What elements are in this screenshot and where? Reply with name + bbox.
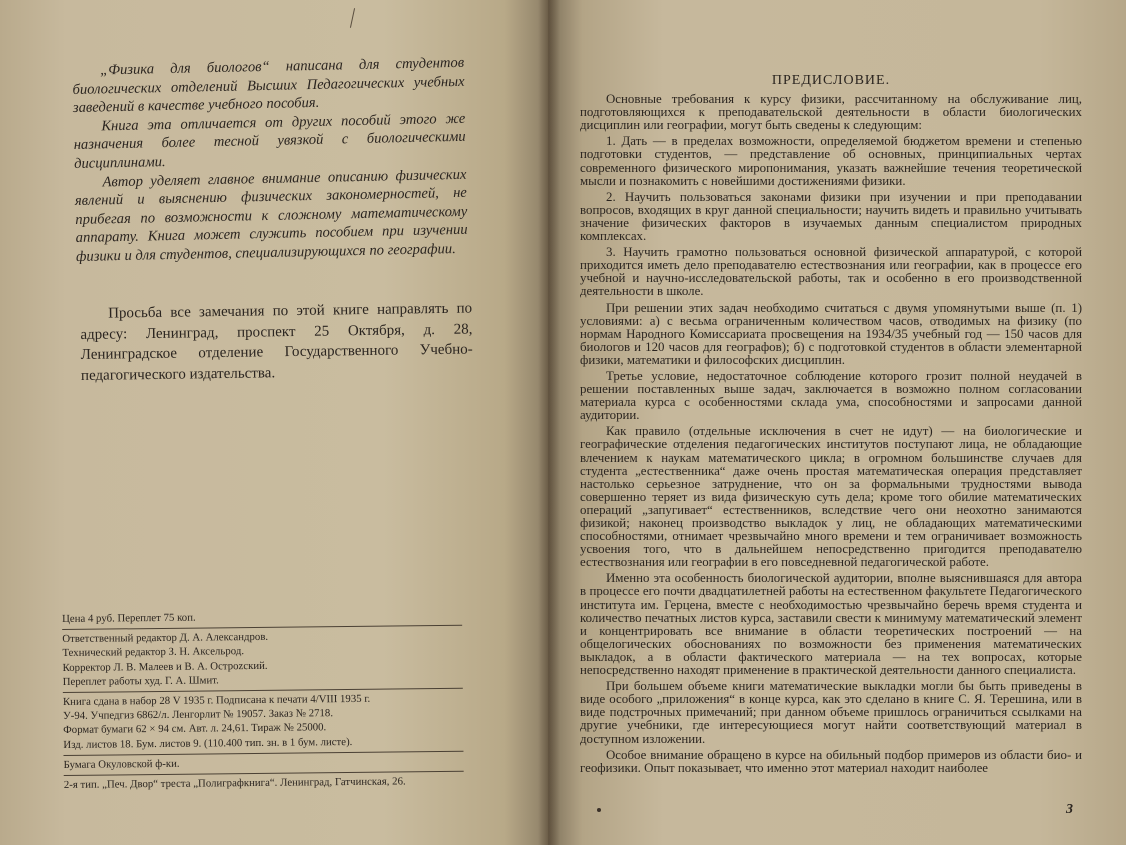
preface-paragraph: Именно эта особенность биологической аудитории, вполне выяснившаяся для автора в процессе его почти двадцатилетней работы на естественном факультете Педагогического института им. Герцена, вместе с необходимостью чрезвычайно беречь время студента и количество печатных листов курса, заставили свести к минимуму математический элемент и концентрировать все внимание в области теоретических построений — на общелогических обоснованиях по возможности без применения математических выкладок, а в области фактического материала — на тех вопросах, которые непосредственно находят применение в практической деятельности данного специалиста.	[580, 571, 1082, 678]
feedback-request	[80, 299, 473, 386]
preface-paragraph: Особое внимание обращено в курсе на обильный подбор примеров из области био- и геофизики. Опыт показывает, что именно этот материал находит наиболее	[580, 747, 1082, 775]
editor-line: Ответственный редактор Д. А. Александров.	[62, 631, 269, 646]
preface-paragraph: Третье условие, недостаточное соблюдение которого грозит полной неудачей в решении поставленных выше задач, заключается в возможно полном согласовании материала курса с особенностями склада ума, способностями и запросами данной аудитории.	[580, 368, 1082, 423]
editor-line: Переплет работы худ. Г. А. Шмит.	[62, 674, 219, 688]
production-line: Книга сдана в набор 28 V 1935 г. Подписана к печати 4/VIII 1935 г.	[62, 692, 371, 709]
production-line: Формат бумаги 62 × 94 см. Авт. л. 24,61. Тираж № 25000.	[63, 721, 327, 737]
preface-title: ПРЕДИСЛОВИЕ.	[771, 73, 891, 88]
annotation-paragraph: Автор уделяет главное внимание описанию физических явлений и выяснению физических закономерностей, не прибегая по возможности к сложному математическому аппарату. Книга может служить пособием при изучении физики и для студентов, специализирующихся по географии.	[74, 166, 468, 265]
paper-line: Бумага Окуловской ф-ки.	[63, 757, 180, 771]
annotation-paragraph: „Физика для биологов“ написана для студентов биологических отделений Высших Педагогических учебных заведений в качестве учебного пособия.	[72, 54, 465, 117]
annotation-paragraph: Книга эта отличается от других пособий этого же назначения более тесной увязкой с биологическими дисциплинами.	[73, 110, 466, 172]
preface-paragraph: 1. Дать — в пределах возможности, определяемой бюджетом времени и степенью подготовки студентов, — представление об основных, принципиальных чертах современного физического миропонимания, указать важнейшие течения теоретической мысли и познакомить с новейшими достижениями физики.	[580, 134, 1082, 188]
preface-paragraph: Основные требования к курсу физики, рассчитанному на обслуживание лиц, подготовляющихся к преподавательской деятельности в области биологических дисциплин или географии, могут быть сведены к следующим:	[580, 92, 1082, 133]
preface-paragraph: Как правило (отдельные исключения в счет не идут) — на биологические и географические отделения педагогических институтов поступают лица, не обладающие влечением к наукам математического цикла; в огромном большинстве случаев для студента „естественника“ даже очень простая математическая операция представляет настолько серьезное затруднение, что он за формальными трудностями вывода совершенно теряет из вида физическую суть дела; кроме того обилие математических операций „запугивает“ естественников, вследствие чего они неохотно занимаются физикой; наконец производство выкладок у лиц, не обладающих математическими способностями, отнимает чрезвычайно много времени и тем ограничивает возможность усвоения того, что в дальнейшем непосредственно пригодится преподавателю естествознания или географии в его повседневной педагогической работе.	[580, 424, 1082, 570]
price-line: Цена 4 руб. Переплет 75 коп.	[62, 611, 196, 625]
production-line: Изд. листов 18. Бум. листов 9. (110.400 тип. зн. в 1 бум. листе).	[63, 735, 353, 751]
preface-paragraph: 3. Научить грамотно пользоваться основной физической аппаратурой, с которой приходится иметь дело преподавателю естествознания или географии, как в процессе его учебной и научно-исследовательской работы, так и особенно в его производственной деятельности в школе.	[580, 245, 1082, 299]
request-text: Просьба все замечания по этой книге направлять по адресу: Ленинград, проспект 25 Октября, д. 28, Ленинградское отделение Государственного Учебно-педагогического издательства.	[80, 300, 473, 384]
book-gutter	[538, 0, 560, 845]
book-annotation	[72, 54, 468, 267]
printer-line: 2-я тип. „Печ. Двор“ треста „Полиграфкнига“. Ленинград, Гатчинская, 26.	[63, 775, 406, 792]
editor-line: Технический редактор З. Н. Аксельрод.	[62, 645, 245, 660]
imprint-block	[62, 608, 484, 793]
editor-line: Корректор Л. В. Малеев и В. А. Остроzский.	[62, 659, 268, 674]
preface	[580, 74, 1082, 778]
page-number: 3	[1066, 802, 1073, 817]
preface-paragraph: При большем объеме книги математические выкладки могли бы быть приведены в виде особого „приложения“ в конце курса, как это сделано в книге С. Я. Терешина, или в виде подстрочных примечаний; при данном объеме пришлось ограничиться ссылками на другие учебники, где интересующиеся могут найти соответствующий материал в доступном изложении.	[580, 679, 1082, 746]
production-line: У-94. Учпедгиз 6862/л. Ленгорлит № 19057. Заказ № 2718.	[63, 707, 334, 723]
left-page	[0, 0, 548, 845]
preface-paragraph: При решении этих задач необходимо считаться с двумя упомянутыми выше (п. 1) условиями: а) с весьма ограниченным количеством часов, отводимых на физику (по нормам Народного Комиссариата просвещения на 1934/35 учебный год — 150 часов для биологов и 120 часов для географов); б) с подготовкой студентов в области элементарной физики, математики и философских дисциплин.	[580, 300, 1082, 367]
pencil-mark	[350, 8, 355, 28]
preface-paragraph: 2. Научить пользоваться законами физики при изучении и при преподавании вопросов, входящих в круг данной специальности; научить видеть и правильно учитывать значение физических факторов в изучаемых данным специалистом природных комплексах.	[580, 189, 1082, 244]
ink-dot	[597, 808, 601, 812]
